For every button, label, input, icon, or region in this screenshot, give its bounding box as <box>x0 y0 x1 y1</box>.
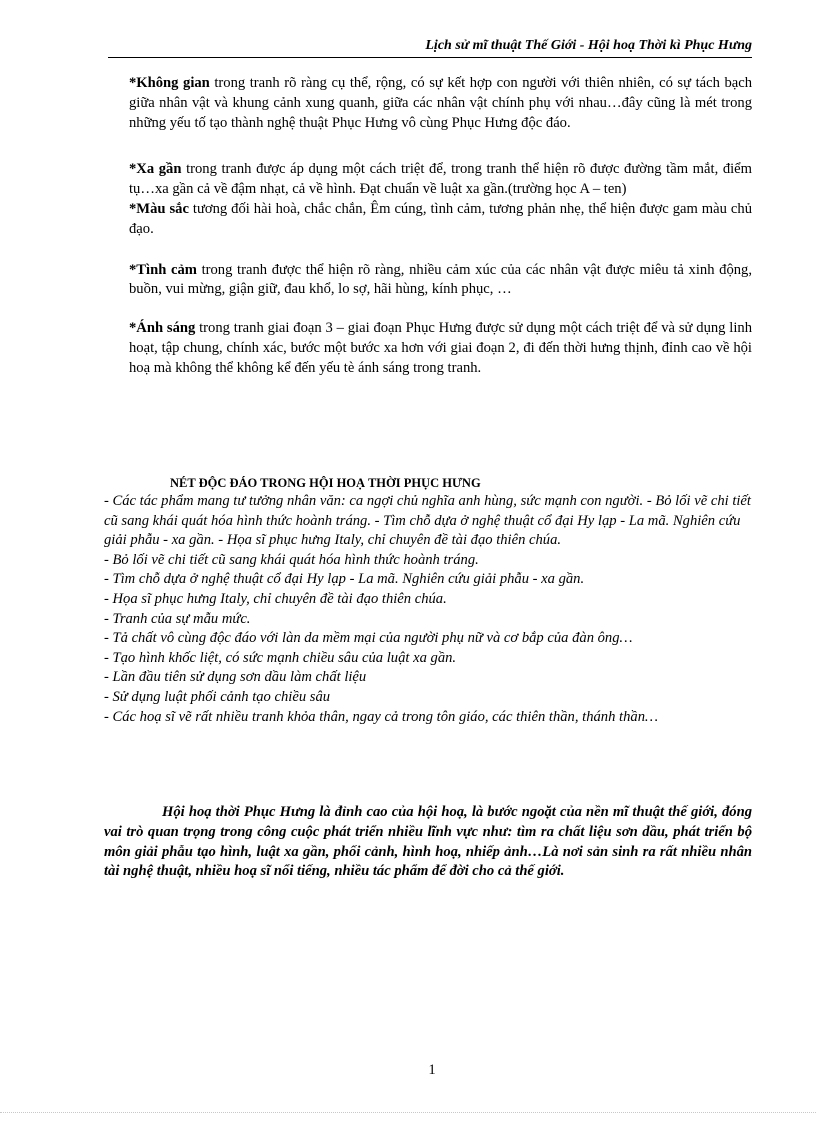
list-item: - Tả chất vô cùng độc đáo với làn da mềm mại của người phụ nữ và cơ bắp của đàn ông… <box>104 630 633 647</box>
paragraph-xa-gan <box>129 160 752 200</box>
paragraph-text: trong tranh được áp dụng một cách triệt để, trong tranh thể hiện rõ được đường tầm mắt, điểm tụ…xa gần cả về đậm nhạt, cả về hình. Đạt chuẩn về luật xa gần.(trường học A – ten) <box>129 161 753 198</box>
list-item: - Các tác phẩm mang tư tưởng nhân văn: ca ngợi chủ nghĩa anh hùng, sức mạnh con người. - Bỏ lối vẽ chi tiết cũ sang khái quát hóa hình thức hoành tráng. - Tìm chỗ dựa ở nghệ thuật cổ đại Hy lạp - La mã. Nghiên cứu giải phẫu - xa gần. - Họa sĩ phục hưng Italy, chỉ chuyên đề tài đạo thiên chúa. <box>104 493 751 549</box>
list-item: - Sử dụng luật phối cảnh tạo chiều sâu <box>104 688 331 705</box>
list-item: - Họa sĩ phục hưng Italy, chỉ chuyên đề tài đạo thiên chúa. <box>104 590 447 607</box>
paragraph-text: trong tranh giai đoạn 3 – giai đoạn Phục Hưng được sử dụng một cách triệt để và sử dụng linh hoạt, tập chung, chính xác, bước một bước xa hơn với giai đoạn 2, đi đến thời hưng thịnh, đỉnh cao về hội hoạ mà không thể không kể đến yếu tè ánh sáng trong tranh. <box>129 320 753 376</box>
page-bottom-divider <box>0 1112 816 1113</box>
paragraph-khong-gian <box>129 74 752 133</box>
conclusion-paragraph: Hội hoạ thời Phục Hưng là đỉnh cao của hội hoạ, là bước ngoặt của nền mĩ thuật thế giới, đóng vai trò quan trọng trong công cuộc phát triển nhiều lĩnh vực như: tìm ra chất liệu sơn dầu, phát triển bộ môn giải phẫu tạo hình, luật xa gần, phối cảnh, hình hoạ, nhiếp ảnh…Là nơi sản sinh ra rất nhiều nhân tài nghệ thuật, nhiều hoạ sĩ nổi tiếng, nhiều tác phẩm để đời cho cả thế giới. <box>104 804 752 880</box>
paragraph-mau-sac <box>129 200 752 240</box>
list-item: - Tranh của sự mẫu mức. <box>104 610 251 627</box>
paragraph-tinh-cam <box>129 261 752 301</box>
paragraph-text: trong tranh rõ ràng cụ thể, rộng, có sự kết hợp con người với thiên nhiên, có sự tách bạch giữa nhân vật và khung cảnh xung quanh, giữa các nhân vật chính phụ với nhau…đây cũng là mét trong những yếu tố tạo thành nghệ thuật Phục Hưng vô cùng Phục Hưng độc đáo. <box>129 75 753 131</box>
page-number: 1 <box>428 1062 436 1078</box>
list-item: - Bỏ lối vẽ chi tiết cũ sang khái quát hóa hình thức hoành tráng. <box>104 551 479 568</box>
list-item: - Tạo hình khốc liệt, có sức mạnh chiều sâu của luật xa gần. <box>104 649 457 666</box>
running-header: Lịch sử mĩ thuật Thế Giới - Hội hoạ Thời kì Phục Hưng <box>108 38 752 58</box>
paragraph-anh-sang <box>129 319 752 378</box>
term-anh-sang: *Ánh sáng <box>129 320 196 337</box>
section-title: NÉT ĐỘC ĐÁO TRONG HỘI HOẠ THỜI PHỤC HƯNG <box>170 476 481 490</box>
list-item: - Tìm chỗ dựa ở nghệ thuật cổ đại Hy lạp - La mã. Nghiên cứu giải phẫu - xa gần. <box>104 571 585 588</box>
term-khong-gian: *Không gian <box>129 75 210 91</box>
features-list <box>104 492 752 727</box>
paragraph-text: tương đối hài hoà, chắc chắn, Êm cúng, tình cảm, tương phản nhẹ, thể hiện được gam màu chủ đạo. <box>129 200 752 237</box>
document-body <box>129 74 752 379</box>
list-item: - Các hoạ sĩ vẽ rất nhiều tranh khỏa thân, ngay cả trong tôn giáo, các thiên thần, thánh thần… <box>104 708 658 725</box>
term-xa-gan: *Xa gần <box>129 161 182 178</box>
term-tinh-cam: *Tình cảm <box>129 261 197 278</box>
list-item: - Lần đầu tiên sử dụng sơn dầu làm chất liệu <box>104 669 367 686</box>
term-mau-sac: *Màu sắc <box>129 200 189 217</box>
features-section <box>104 475 752 727</box>
paragraph-text: trong tranh được thể hiện rõ ràng, nhiều cảm xúc của các nhân vật được miêu tả xinh động, buồn, vui mừng, giận giữ, đau khổ, lo sợ, hãi hùng, kính phục, … <box>129 261 752 298</box>
